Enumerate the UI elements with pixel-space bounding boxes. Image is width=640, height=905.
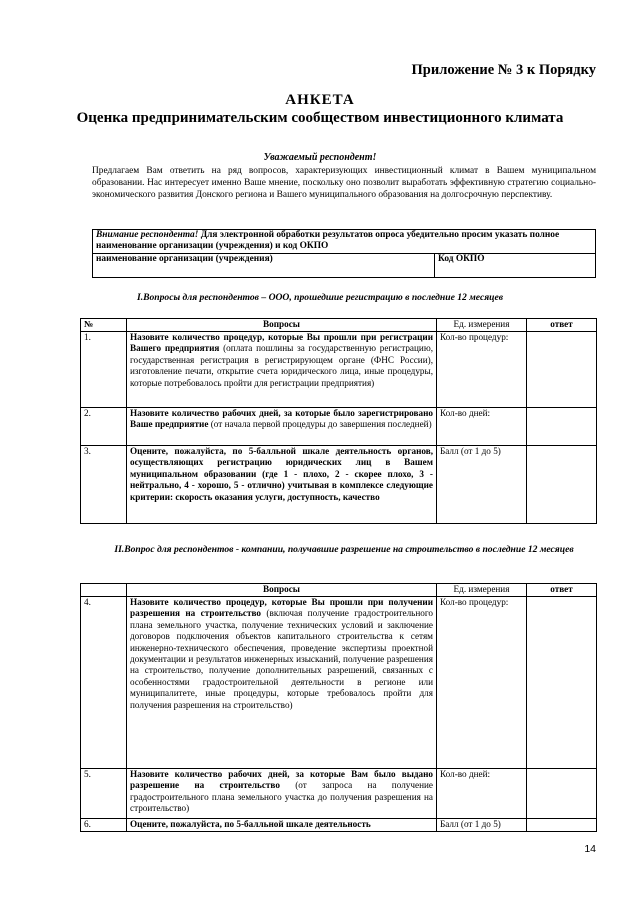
question-text [127, 769, 437, 819]
unit-cell: Кол-во дней: [437, 769, 527, 819]
question-text [127, 332, 437, 408]
respondent-info-box [92, 229, 596, 278]
attention-note [93, 230, 596, 254]
section2-table [80, 583, 597, 832]
question-bold: Назовите количество процедур, которые Вы прошли при регистрации Вашего предприятия [130, 332, 433, 354]
question-bold: Оцените, пожалуйста, по 5-балльной шкале деятельность [130, 819, 371, 829]
header-unit: Ед. измерения [437, 319, 527, 332]
table-row [81, 769, 597, 819]
question-rest: (оплата пошлины за государственную регистрацию, государственная регистрация в регистрирующем органе (ФНС России), изготовление печати, открытие счета юридического лица, иные процедуры, которые потребовалось пройти для регистрации предприятия) [130, 343, 433, 388]
section2-title: II.Вопрос для респондентов - компании, получавшие разрешение на строительство в последние 12 месяцев [114, 544, 574, 555]
table-row [81, 332, 597, 408]
page-number: 14 [584, 843, 596, 855]
question-bold: Назовите количество рабочих дней, за которые было зарегистрировано Ваше предприятие [130, 408, 433, 430]
question-text [127, 597, 437, 769]
question-text [127, 408, 437, 446]
question-text [127, 819, 437, 832]
unit-cell: Кол-во процедур: [437, 597, 527, 769]
row-num: 6. [81, 819, 127, 832]
row-num: 3. [81, 446, 127, 524]
answer-cell[interactable] [527, 446, 597, 524]
table-row [81, 408, 597, 446]
org-name-field[interactable] [93, 253, 435, 277]
question-text [127, 446, 437, 524]
unit-cell: Балл (от 1 до 5) [437, 446, 527, 524]
question-rest: (от начала первой процедуры до завершения последней) [208, 419, 432, 430]
header-unit: Ед. измерения [437, 584, 527, 597]
question-bold: Назовите количество процедур, которые Вы прошли при получении разрешения на строительство [130, 597, 433, 619]
row-num: 5. [81, 769, 127, 819]
header-num [81, 584, 127, 597]
okpo-field[interactable] [435, 253, 596, 277]
table-row [81, 597, 597, 769]
attention-text: Для электронной обработки результатов опроса убедительно просим указать полное наименование организации (учреждения) и код ОКПО [96, 230, 560, 252]
header-question: Вопросы [127, 584, 437, 597]
table-row [81, 446, 597, 524]
answer-cell[interactable] [527, 819, 597, 832]
appendix-label: Приложение № 3 к Порядку [411, 62, 596, 78]
document-subtitle: Оценка предпринимательским сообществом инвестиционного климата [76, 110, 564, 126]
greeting: Уважаемый респондент! [263, 152, 377, 163]
org-name-label: наименование организации (учреждения) [96, 253, 273, 264]
row-num: 1. [81, 332, 127, 408]
answer-cell[interactable] [527, 769, 597, 819]
question-bold: Оцените, пожалуйста, по 5-балльной шкале деятельность органов, осуществляющих регистрацию юридических лиц в Вашем муниципальном образовании (где 1 - плохо, 2 - скорее плохо, 3 - нейтрально, 4 - хорошо, 5 - отлично) учитывая в комплексе следующие критерии: скорость оказания услуги, доступность, качество [130, 446, 433, 502]
answer-cell[interactable] [527, 408, 597, 446]
table-row [81, 819, 597, 832]
intro-paragraph: Предлагаем Вам ответить на ряд вопросов, характеризующих инвестиционный климат в Вашем муниципальном образовании. Нас интересует именно Ваше мнение, поскольку оно позволит выработать эффективную стратегию социально-экономического развития Донского региона и Вашего муниципального образования на долгосрочную перспективу. [92, 166, 596, 201]
section1-title: I.Вопросы для респондентов – ООО, прошедшие регистрацию в последние 12 месяцев [136, 292, 504, 303]
document-title: АНКЕТА [285, 92, 355, 108]
answer-cell[interactable] [527, 332, 597, 408]
unit-cell: Балл (от 1 до 5) [437, 819, 527, 832]
row-num: 4. [81, 597, 127, 769]
answer-cell[interactable] [527, 597, 597, 769]
header-question: Вопросы [127, 319, 437, 332]
table-header-row [81, 584, 597, 597]
unit-cell: Кол-во дней: [437, 408, 527, 446]
table-header-row [81, 319, 597, 332]
unit-cell: Кол-во процедур: [437, 332, 527, 408]
attention-label: Внимание респондента! [96, 230, 199, 240]
row-num: 2. [81, 408, 127, 446]
header-answer: ответ [527, 319, 597, 332]
okpo-label: Код ОКПО [438, 253, 485, 264]
header-num: № [81, 319, 127, 332]
question-bold: Назовите количество рабочих дней, за которые Вам было выдано разрешение на строительство [130, 769, 433, 791]
section1-table [80, 318, 597, 524]
header-answer: ответ [527, 584, 597, 597]
question-rest: (от запроса на получение градостроительного плана земельного участка до получения разрешения на строительство) [130, 780, 433, 814]
question-rest: (включая получение градостроительного плана земельного участка, получение технических условий и заключение договоров подключения объектов капитального строительства к сетям инженерно-технического обеспечения, проведение экспертизы проектной документации и результатов инженерных изысканий, получение разрешения на строительство, получение дополнительных разрешений, связанных с особенностями градостроительной деятельности в регионе или муниципалитете, иные процедуры, которые требовалось пройти для получения разрешения на строительство) [130, 608, 434, 710]
